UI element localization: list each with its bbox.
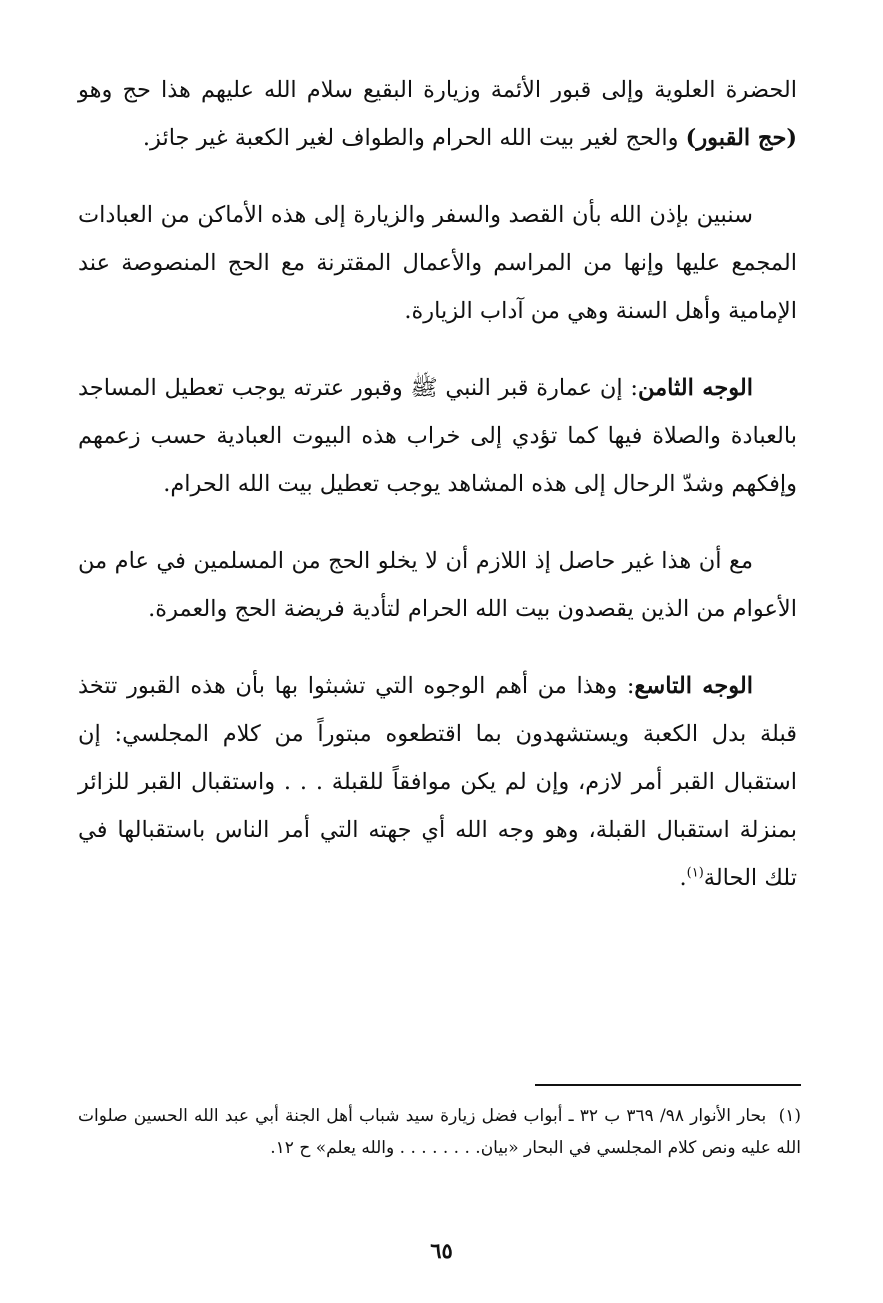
footnote-text: بحار الأنوار ٩٨/ ٣٦٩ ب ٣٢ ـ أبواب فضل زيارة سيد شباب أهل الجنة أبي عبد الله الحسين صلوات الله عليه ونص كلام المجلسي في البحار «بيان. . . . . . . . والله يعلم» ح ١٢. <box>78 1106 801 1158</box>
emphasis-hajj-al-qubur: (حج القبور) <box>685 125 797 151</box>
paragraph-2-text: سنبين بإذن الله بأن القصد والسفر والزيارة إلى هذه الأماكن من العبادات المجمع عليها وإنها من المراسم والأعمال المقترنة مع الحج المنصوصة عند الإمامية وأهل السنة وهي من آداب الزيارة. <box>78 202 797 324</box>
footnote-reference[interactable]: (١) <box>686 865 704 881</box>
paragraph-5 <box>78 662 797 902</box>
page-number: ٦٥ <box>430 1238 453 1263</box>
heading-ninth-aspect: الوجه التاسع <box>634 673 753 699</box>
heading-eighth-aspect: الوجه الثامن <box>637 375 754 401</box>
paragraph-3-text: : إن عمارة قبر النبي ﷺ وقبور عترته يوجب تعطيل المساجد بالعبادة والصلاة فيها كما تؤدي إلى خراب هذه البيوت العبادية حسب زعمهم وإفكهم وشدّ الرحال إلى هذه المشاهد يوجب تعطيل بيت الله الحرام. <box>78 375 797 497</box>
body-text <box>78 66 797 931</box>
paragraph-1-text-b: والحج لغير بيت الله الحرام والطواف لغير الكعبة غير جائز. <box>142 125 686 151</box>
paragraph-5-tail: . <box>679 865 687 891</box>
paragraph-4-text: مع أن هذا غير حاصل إذ اللازم أن لا يخلو الحج من المسلمين في عام من الأعوام من الذين يقصدون بيت الله الحرام لتأدية فريضة الحج والعمرة. <box>78 548 797 622</box>
paragraph-4 <box>78 537 797 633</box>
paragraph-1-text-a: الحضرة العلوية وإلى قبور الأئمة وزيارة البقيع سلام الله عليهم هذا حج وهو <box>78 77 797 103</box>
footnote-marker: (١) <box>778 1106 802 1126</box>
paragraph-2 <box>78 191 797 335</box>
footnote <box>78 1100 801 1164</box>
paragraph-3 <box>78 364 797 508</box>
paragraph-5-text: : وهذا من أهم الوجوه التي تشبثوا بها بأن هذه القبور تتخذ قبلة بدل الكعبة ويستشهدون بما اقتطعوه مبتوراً من كلام المجلسي: إن استقبال القبر أمر لازم، وإن لم يكن موافقاً للقبلة . . . واستقبال القبر للزائر بمنزلة استقبال القبلة، وهو وجه الله أي جهته التي أمر الناس باستقبالها في تلك الحالة <box>78 673 797 891</box>
paragraph-1 <box>78 66 797 162</box>
footnote-divider <box>535 1084 801 1086</box>
